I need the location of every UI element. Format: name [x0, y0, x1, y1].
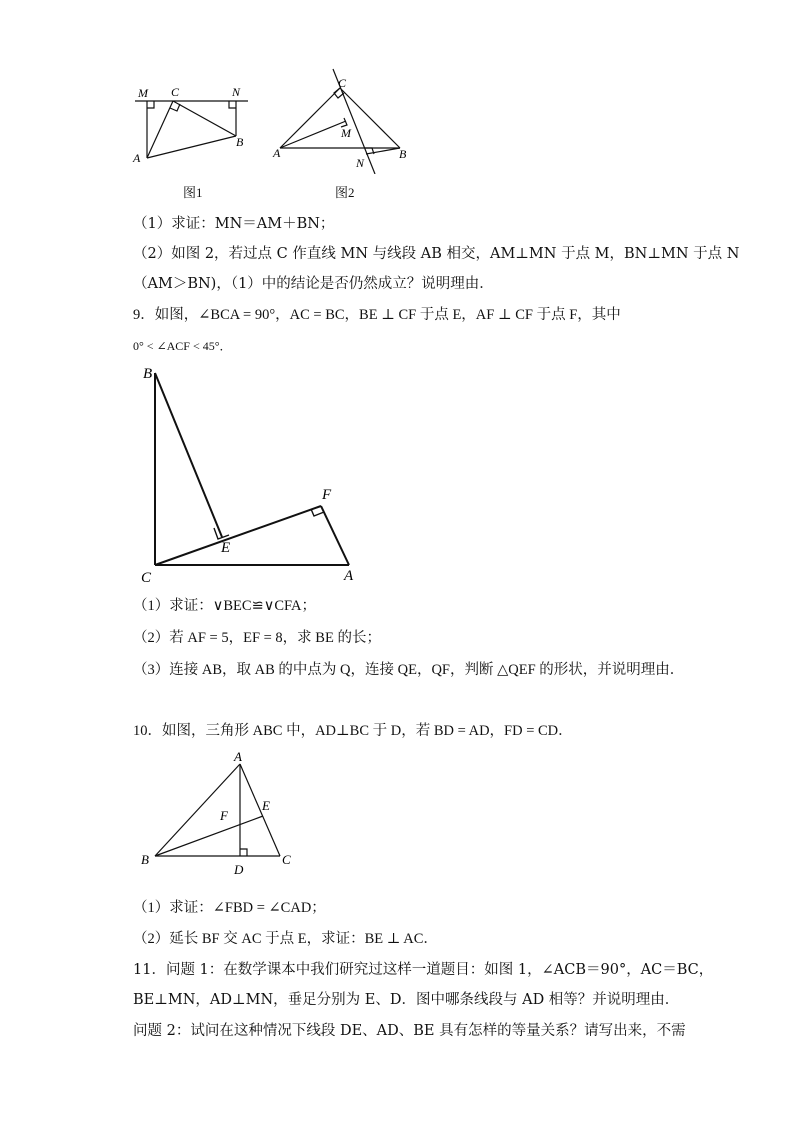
figure-10: [135, 752, 300, 877]
p8-q2-line1: （2）如图 2，若过点 C 作直线 MN 与线段 AB 相交，AM⊥MN 于点 M，BN⊥MN 于点 N: [133, 246, 740, 262]
p10-q1: （1）求证：∠FBD = ∠CAD；: [133, 900, 326, 916]
fig10-label-E: E: [262, 798, 270, 813]
p10-statement: 10．如图，三角形 ABC 中，AD⊥BC 于 D，若 BD = AD，FD = CD．: [133, 723, 573, 739]
fig10-label-F: F: [220, 808, 228, 823]
fig10-label-B: B: [141, 852, 149, 867]
fig9-label-A: A: [344, 568, 354, 584]
fig8-1-label-N: N: [232, 85, 241, 99]
figure-9: [135, 360, 370, 585]
fig9-label-E: E: [221, 540, 231, 556]
figure-8-2-caption: 图2: [335, 185, 355, 200]
fig8-2-label-N: N: [356, 156, 365, 170]
fig9-label-B: B: [143, 366, 153, 382]
fig8-2-label-B: B: [399, 147, 407, 161]
fig8-2-label-A: A: [273, 146, 281, 160]
fig9-label-C: C: [141, 570, 152, 585]
p9-statement-line2: 0° < ∠ACF < 45°．: [133, 339, 232, 353]
p9-statement-line1: 9．如图，∠BCA = 90°，AC = BC，BE ⊥ CF 于点 E，AF ⊥ CF 于点 F，其中: [133, 307, 621, 323]
p10-q2: （2）延长 BF 交 AC 于点 E，求证：BE ⊥ AC．: [133, 931, 438, 947]
fig10-label-D: D: [234, 862, 244, 877]
fig8-1-label-M: M: [138, 86, 148, 100]
figure-8-2: [270, 66, 415, 174]
p8-q1: （1）求证：MN＝AM＋BN；: [133, 216, 335, 232]
fig8-1-label-C: C: [171, 85, 180, 99]
fig10-label-A: A: [234, 752, 242, 764]
p9-q2: （2）若 AF = 5，EF = 8，求 BE 的长；: [133, 630, 381, 646]
p11-line3: 问题 2：试问在这种情况下线段 DE、AD、BE 具有怎样的等量关系？请写出来，不需: [133, 1023, 686, 1039]
figure-8-1-caption: 图1: [183, 185, 203, 200]
p9-q1: （1）求证：∨BEC≌∨CFA；: [133, 598, 316, 614]
fig8-1-label-A: A: [133, 151, 141, 165]
p11-line1: 11．问题 1：在数学课本中我们研究过这样一道题目：如图 1，∠ACB＝90°，AC＝BC，: [133, 962, 714, 978]
p8-q2-line2: （AM＞BN)，（1）中的结论是否仍然成立？说明理由．: [133, 276, 494, 292]
p9-q3: （3）连接 AB，取 AB 的中点为 Q，连接 QE，QF，判断 △QEF 的形状，并说明理由．: [133, 662, 685, 678]
fig8-2-label-C: C: [338, 76, 347, 90]
fig8-1-label-B: B: [236, 135, 244, 149]
fig10-label-C: C: [282, 852, 291, 867]
fig9-label-F: F: [322, 487, 332, 503]
fig8-2-label-M: M: [341, 126, 351, 140]
p11-line2: BE⊥MN，AD⊥MN，垂足分别为 E、D．图中哪条线段与 AD 相等？并说明理由．: [133, 992, 680, 1008]
figure-8-1: [130, 80, 260, 170]
